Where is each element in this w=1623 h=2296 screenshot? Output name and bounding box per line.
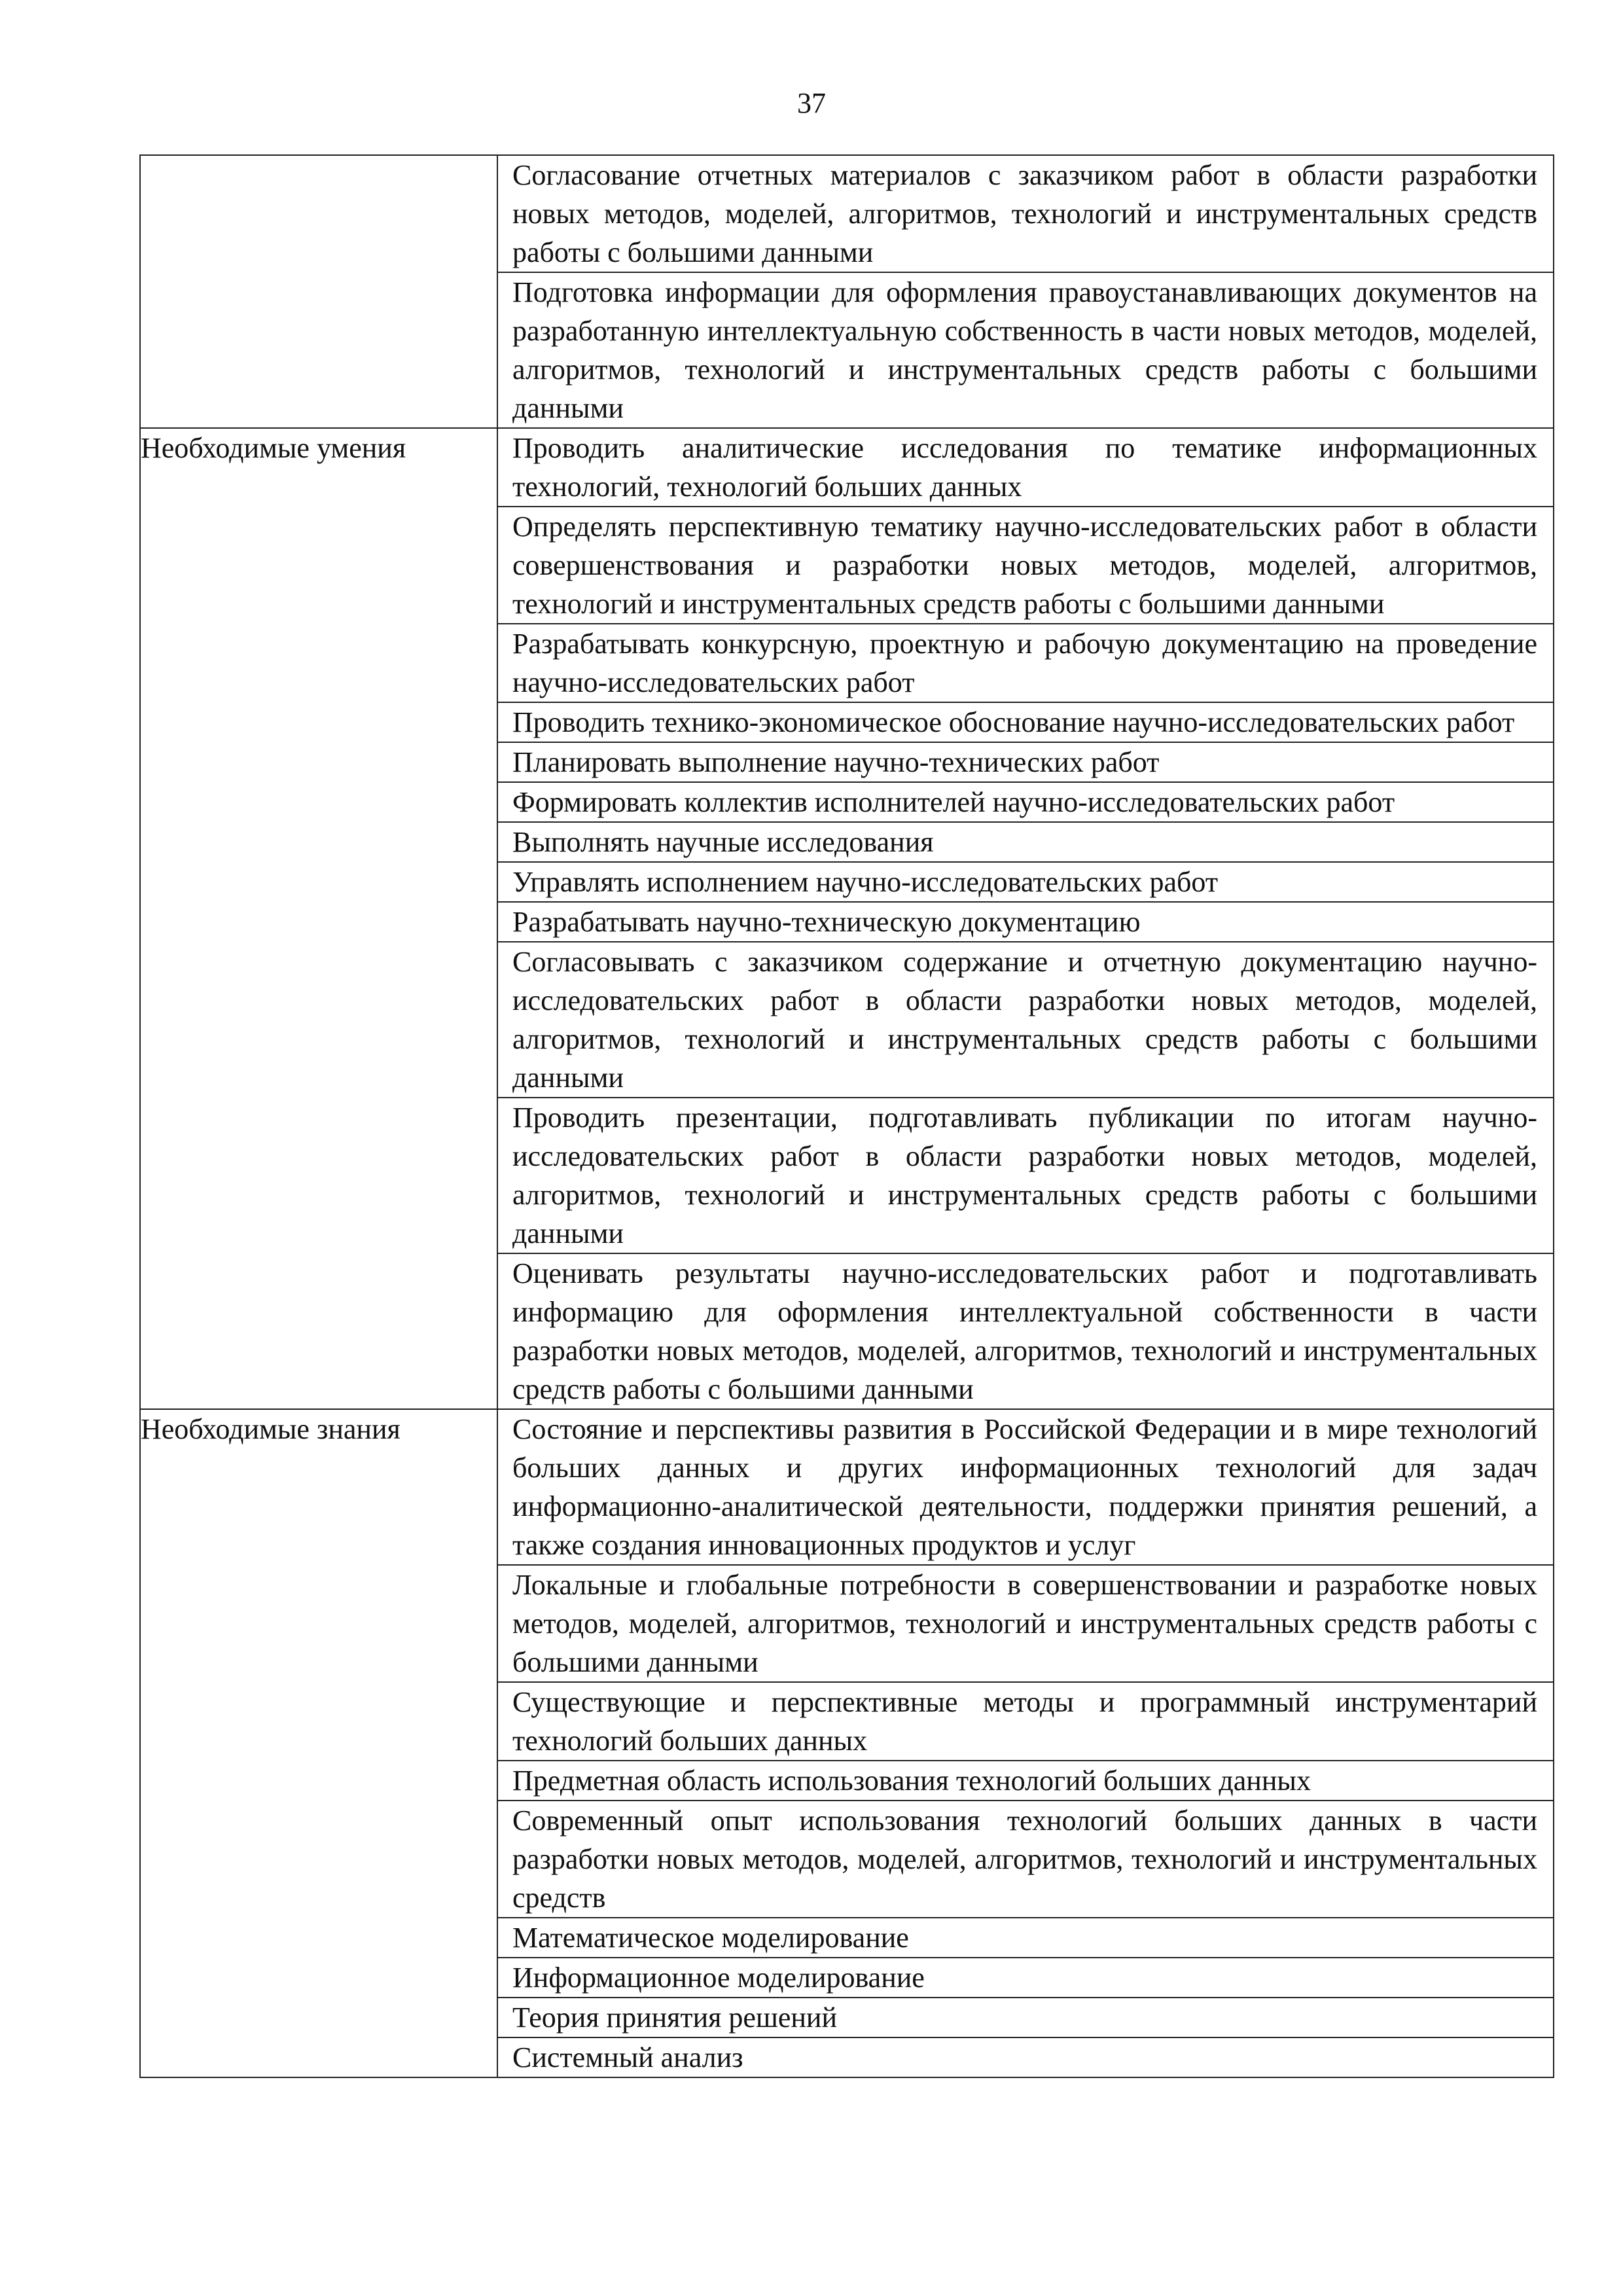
table-item: Подготовка информации для оформления правоустанавливающих документов на разработанную интеллектуальную собственность в части новых методов, моделей, алгоритмов, технологий и инструментальных средств работы с большими данными xyxy=(498,272,1553,427)
section-items-cell xyxy=(497,155,1554,428)
table-item: Математическое моделирование xyxy=(498,1917,1553,1957)
table-item: Формировать коллектив исполнителей научно-исследовательских работ xyxy=(498,781,1553,821)
page-number: 37 xyxy=(797,87,826,119)
table-item: Системный анализ xyxy=(498,2037,1553,2077)
table-item: Проводить аналитические исследования по тематике информационных технологий, технологий больших данных xyxy=(512,432,1537,503)
table-section-row xyxy=(140,428,1554,1409)
table-item: Теория принятия решений xyxy=(498,1997,1553,2037)
table-item: Разрабатывать конкурсную, проектную и рабочую документацию на проведение научно-исследовательских работ xyxy=(498,623,1553,702)
table-item: Согласовывать с заказчиком содержание и отчетную документацию научно-исследовательских работ в области разработки новых методов, моделей, алгоритмов, технологий и инструментальных средств работы с большими данными xyxy=(498,941,1553,1097)
table-item: Определять перспективную тематику научно-исследовательских работ в области совершенствования и разработки новых методов, моделей, алгоритмов, технологий и инструментальных средств работы с большими данными xyxy=(498,506,1553,623)
table-item: Проводить технико-экономическое обоснование научно-исследовательских работ xyxy=(498,702,1553,742)
table-item: Разрабатывать научно-техническую документацию xyxy=(498,901,1553,941)
table-item: Локальные и глобальные потребности в совершенствовании и разработке новых методов, моделей, алгоритмов, технологий и инструментальных средств работы с большими данными xyxy=(498,1564,1553,1681)
table-item: Согласование отчетных материалов с заказчиком работ в области разработки новых методов, моделей, алгоритмов, технологий и инструментальных средств работы с большими данными xyxy=(512,159,1537,268)
table-item: Состояние и перспективы развития в Российской Федерации и в мире технологий больших данных и других информационных технологий для задач информационно-аналитической деятельности, поддержки принятия решений, а также создания инновационных продуктов и услуг xyxy=(512,1413,1537,1561)
table-item: Выполнять научные исследования xyxy=(498,821,1553,861)
table-item: Современный опыт использования технологий больших данных в части разработки новых методов, моделей, алгоритмов, технологий и инструментальных средств xyxy=(498,1800,1553,1917)
table-item: Проводить презентации, подготавливать публикации по итогам научно-исследовательских работ в области разработки новых методов, моделей, алгоритмов, технологий и инструментальных средств работы с большими данными xyxy=(498,1097,1553,1253)
table-item: Информационное моделирование xyxy=(498,1957,1553,1997)
section-label: Необходимые умения xyxy=(140,428,497,1409)
section-items-cell xyxy=(497,428,1554,1409)
table-item: Предметная область использования технологий больших данных xyxy=(498,1760,1553,1800)
table-item: Планировать выполнение научно-технических работ xyxy=(498,742,1553,781)
competency-table xyxy=(139,154,1554,2078)
table-section-row xyxy=(140,155,1554,428)
table-section-row xyxy=(140,1409,1554,2077)
section-items-cell xyxy=(497,1409,1554,2077)
table-item: Существующие и перспективные методы и программный инструментарий технологий больших данных xyxy=(498,1681,1553,1760)
section-label: Необходимые знания xyxy=(140,1409,497,2077)
section-label xyxy=(140,155,497,428)
table-item: Управлять исполнением научно-исследовательских работ xyxy=(498,861,1553,901)
table-item: Оценивать результаты научно-исследовательских работ и подготавливать информацию для оформления интеллектуальной собственности в части разработки новых методов, моделей, алгоритмов, технологий и инструментальных средств работы с большими данными xyxy=(498,1253,1553,1408)
competency-table-body xyxy=(140,155,1554,2077)
